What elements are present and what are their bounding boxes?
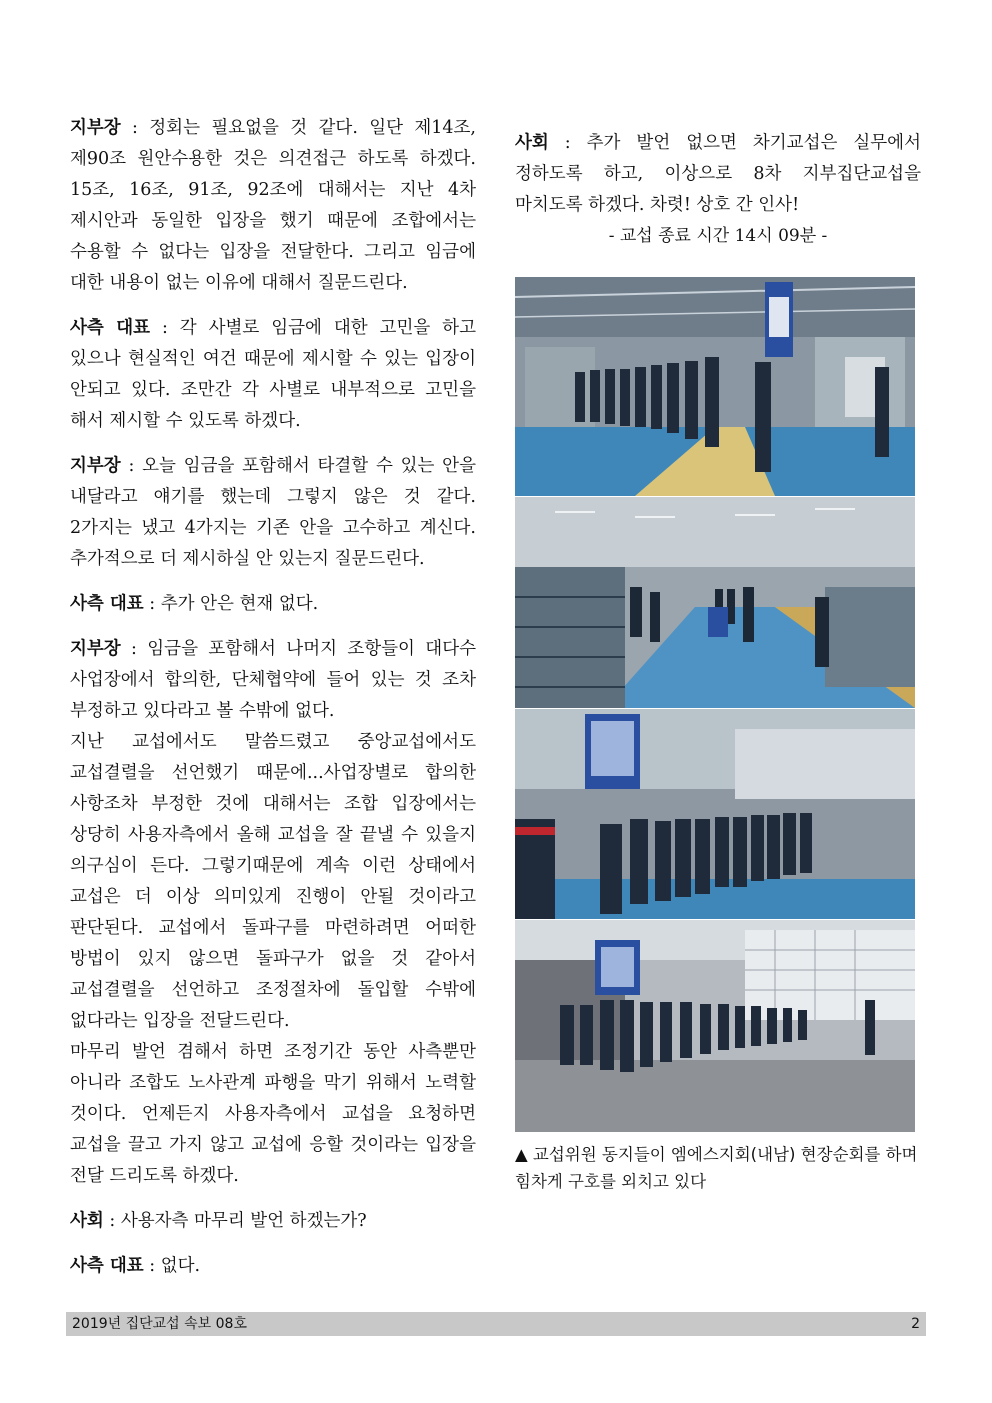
speech-text: : 사용자측 마무리 발언 하겠는가?	[103, 1211, 367, 1231]
speech-text: : 추가 발언 없으면 차기교섭은 실무에서 정하도록 하고, 이상으로 8차 지부집단교섭을 마치도록 하겠다. 차렷! 상호 간 인사!	[515, 133, 921, 215]
paragraph	[70, 589, 476, 620]
paragraph	[70, 1206, 476, 1237]
photo-outdoor-rally	[515, 920, 915, 1132]
speaker-label: 지부장	[70, 639, 121, 659]
speech-text: : 임금을 포함해서 나머지 조항들이 대다수 사업장에서 합의한, 단체협약에 들어 있는 것 조차 부정하고 있다라고 볼 수밖에 없다.	[70, 639, 476, 721]
footer-title: 2019년 집단교섭 속보 08호	[72, 1316, 247, 1332]
photo-factory-rally	[515, 709, 915, 919]
speaker-label: 사측 대표	[70, 1256, 144, 1276]
paragraph	[70, 313, 476, 437]
speaker-label: 사회	[70, 1211, 104, 1231]
left-column	[70, 113, 476, 1296]
speaker-label: 지부장	[70, 118, 121, 138]
paragraph-continued: 지난 교섭에서도 말씀드렸고 중앙교섭에서도 교섭결렬을 선언했기 때문에...사업장별로 합의한 사항조차 부정한 것에 대해서는 조합 입장에서는 상당히 사용자측에서 올해 교섭을 잘 끝낼 수 있을지 의구심이 든다. 그렇기때문에 계속 이런 상태에서 교섭은 더 이상 의미있게 진행이 안될 것이라고 판단된다. 교섭에서 돌파구를 마련하려면 어떠한 방법이 있지 않으면 돌파구가 없을 것 같아서 교섭결렬을 선언하고 조정절차에 돌입할 수밖에 없다라는 입장을 전달드린다.	[70, 732, 476, 1031]
paragraph	[70, 451, 476, 575]
speaker-label: 사측 대표	[70, 594, 144, 614]
speech-text: : 추가 안은 현재 없다.	[143, 594, 319, 614]
photo-factory-march-1	[515, 277, 915, 496]
speech-text: : 없다.	[143, 1256, 201, 1276]
photo-factory-march-2	[515, 497, 915, 708]
speech-text: : 정회는 필요없을 것 같다. 일단 제14조, 제90조 원안수용한 것은 의견접근 하도록 하겠다. 15조, 16조, 91조, 92조에 대해서는 지난 4차 제시안과 동일한 입장을 했기 때문에 조합에서는 수용할 수 없다는 입장을 전달한다. 그리고 임금에 대한 내용이 없는 이유에 대해서 질문드린다.	[70, 118, 476, 293]
page-number: 2	[911, 1316, 920, 1332]
right-column	[515, 128, 921, 251]
end-time-note: - 교섭 종료 시간 14시 09분 -	[608, 226, 828, 246]
paragraph	[70, 1251, 476, 1282]
paragraph	[70, 634, 476, 727]
speaker-label: 사회	[515, 133, 549, 153]
speech-text: : 각 사별로 임금에 대한 고민을 하고 있으나 현실적인 여건 때문에 제시할 수 있는 입장이 안되고 있다. 조만간 각 사별로 내부적으로 고민을 해서 제시할 수 있도록 하겠다.	[70, 318, 476, 431]
speaker-label: 지부장	[70, 456, 121, 476]
speaker-label: 사측 대표	[70, 318, 151, 338]
paragraph	[515, 128, 921, 221]
photo-caption: ▲ 교섭위원 동지들이 엠에스지회(내남) 현장순회를 하며 힘차게 구호를 외치고 있다	[515, 1145, 918, 1191]
paragraph	[70, 113, 476, 299]
page-footer	[66, 1312, 926, 1336]
speech-text: : 오늘 임금을 포함해서 타결할 수 있는 안을 내달라고 얘기를 했는데 그렇지 않은 것 같다. 2가지는 냈고 4가지는 기존 안을 고수하고 계신다. 추가적으로 더 제시하실 안 있는지 질문드린다.	[70, 456, 476, 569]
paragraph-continued: 마무리 발언 겸해서 하면 조정기간 동안 사측뿐만 아니라 조합도 노사관계 파행을 막기 위해서 노력할 것이다. 언제든지 사용자측에서 교섭을 요청하면 교섭을 끌고 가지 않고 교섭에 응할 것이라는 입장을 전달 드리도록 하겠다.	[70, 1042, 476, 1186]
